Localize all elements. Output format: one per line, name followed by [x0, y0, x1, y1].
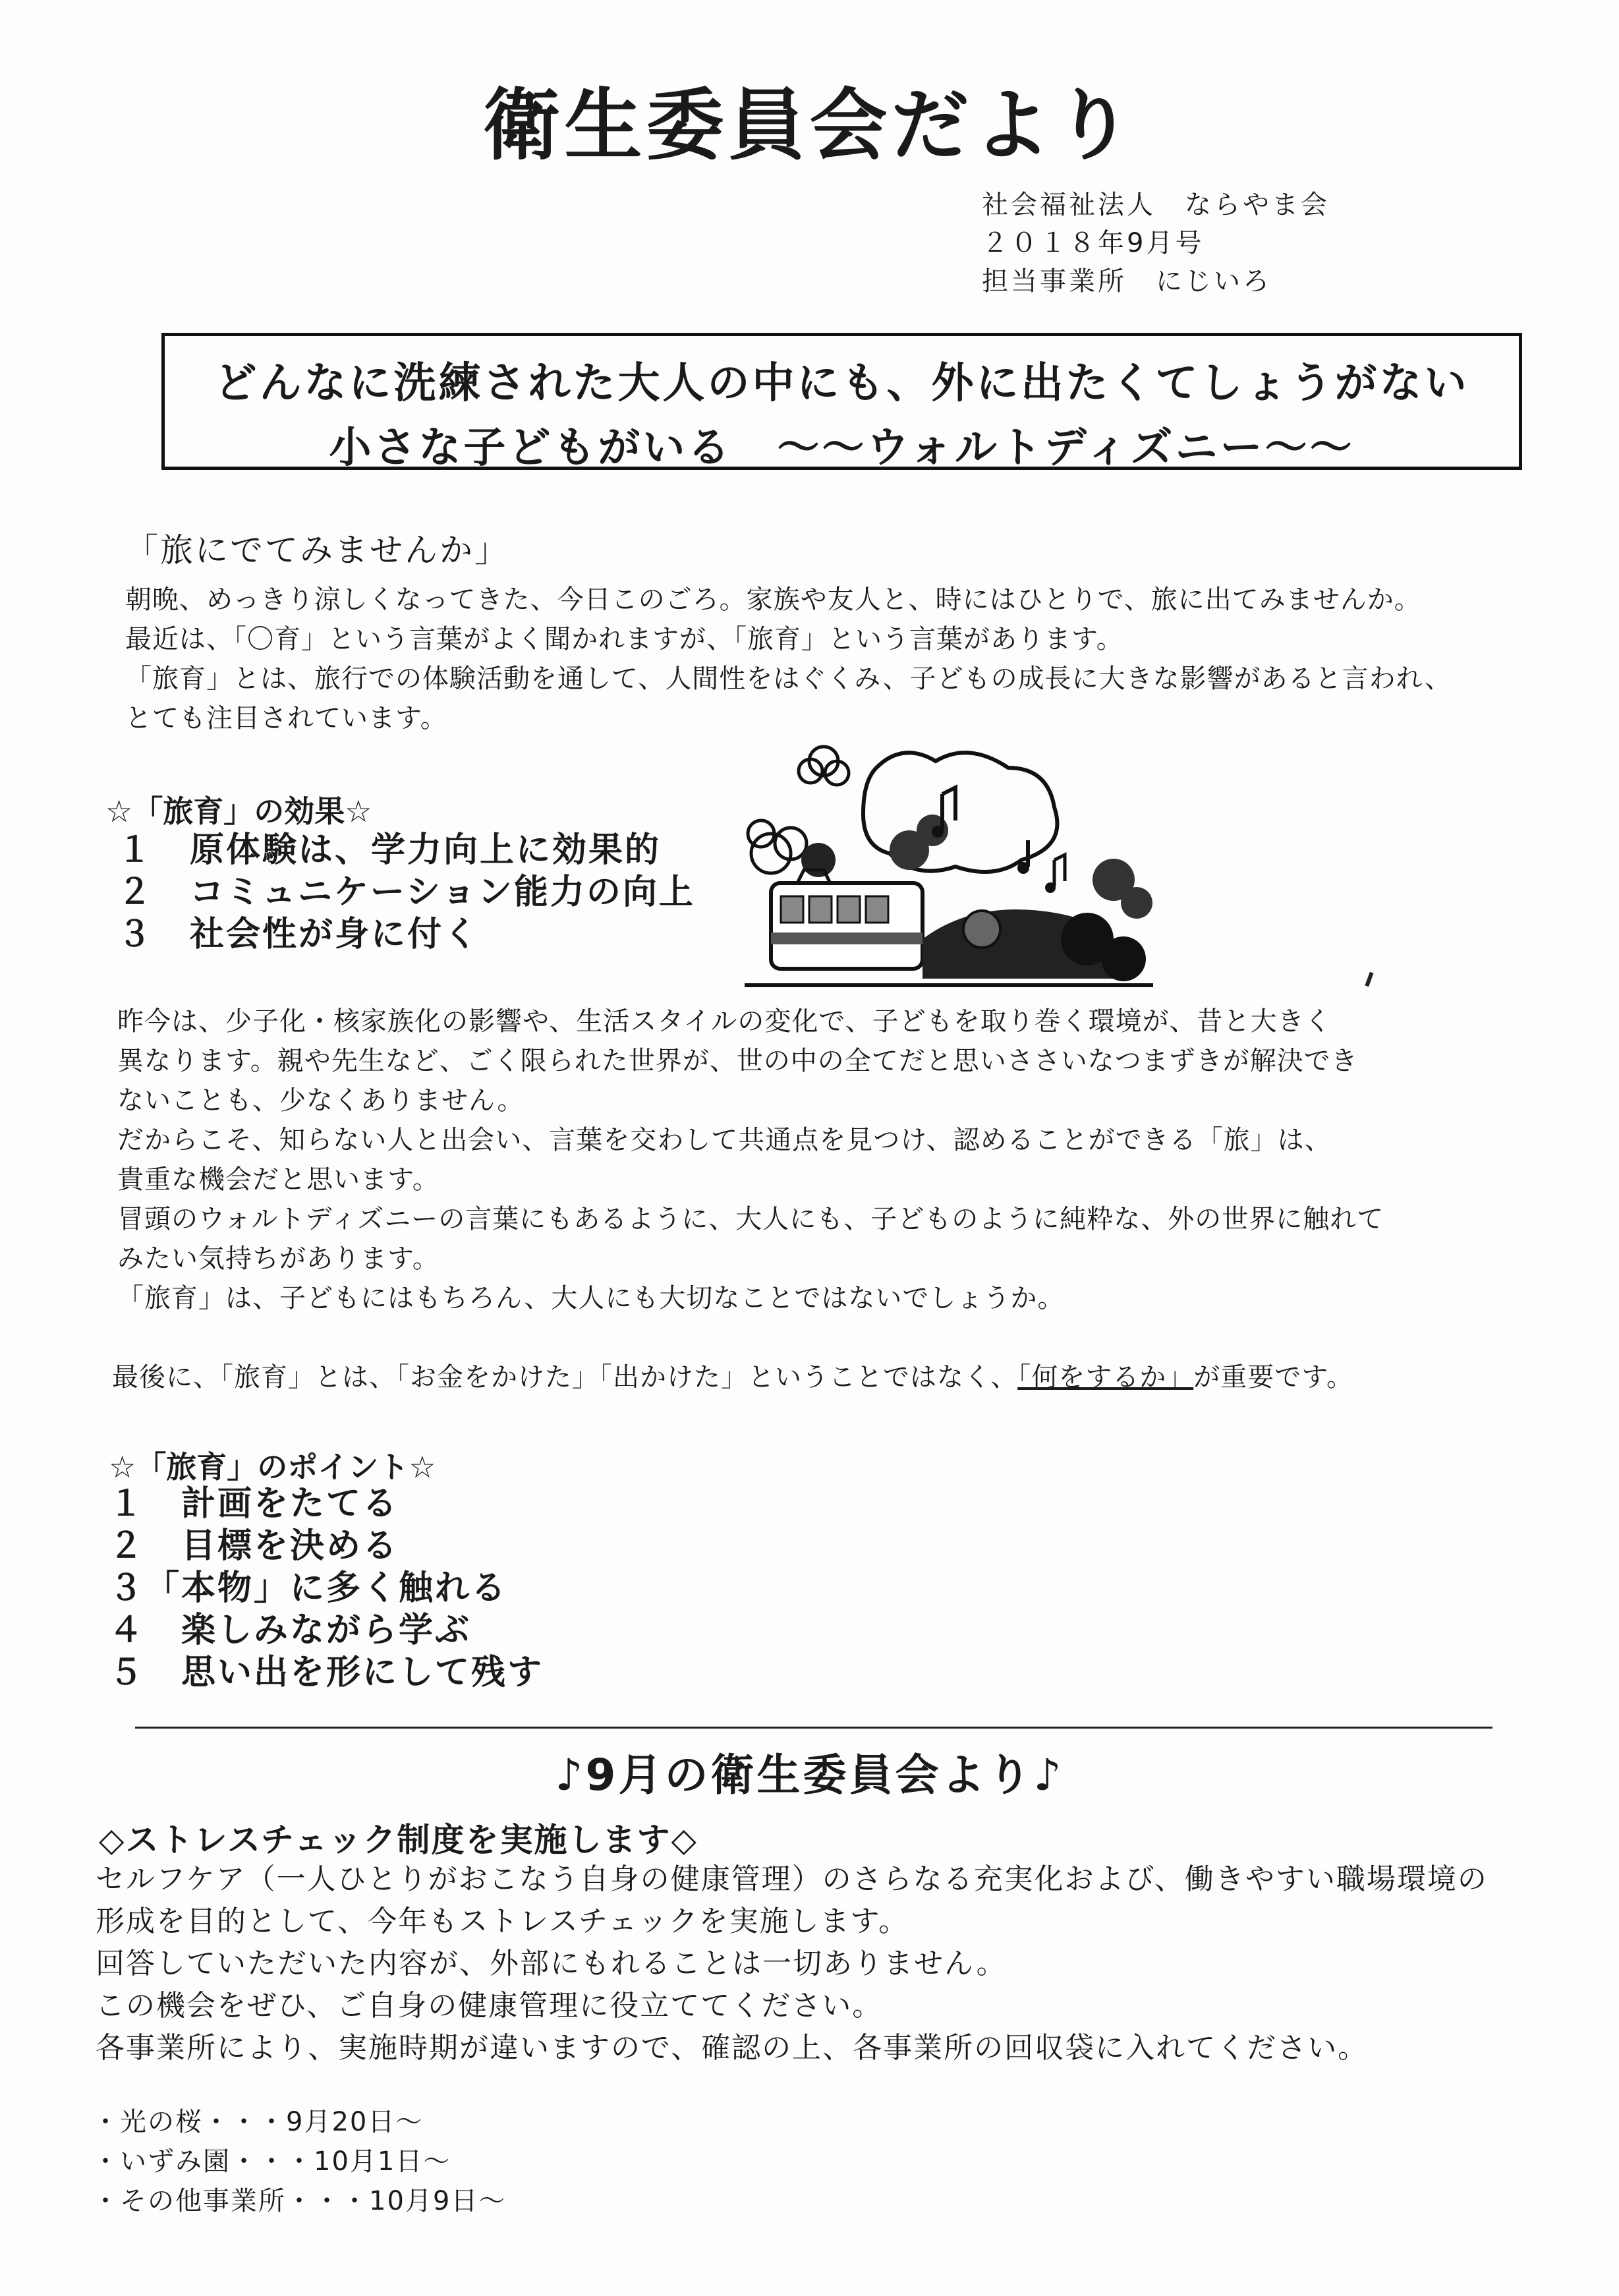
body-line: 「旅育」は、子どもにはもちろん、大人にも大切なことではないでしょうか。 — [117, 1283, 1065, 1313]
body-line: ないことも、少なくありません。 — [117, 1085, 525, 1116]
body-line: みたい気持ちがあります。 — [117, 1244, 440, 1274]
section-title: 「旅にでてみませんか」 — [125, 531, 509, 569]
stress-line: 各事業所により、実施時期が違いますので、確認の上、各事業所の回収袋に入れてください。 — [96, 2031, 1369, 2065]
body-line: 異なります。親や先生など、ごく限られた世界が、世の中の全てだと思いささいなつまずきが解決でき — [117, 1046, 1358, 1076]
list-item: ４ 楽しみながら学ぶ — [109, 1611, 472, 1650]
body-line: だからこそ、知らない人と出会い、言葉を交わして共通点を見つけ、認めることができる「旅」は、 — [117, 1125, 1332, 1155]
body-paragraph — [117, 1002, 1384, 1318]
committee-heading: ♪9月の衛生委員会より♪ — [555, 1750, 1064, 1800]
stress-check-heading: ◇ストレスチェック制度を実施します◇ — [99, 1821, 698, 1859]
points-list — [109, 1483, 544, 1694]
points-heading: ☆「旅育」のポイント☆ — [109, 1449, 436, 1485]
effects-list — [117, 829, 695, 956]
quote-line-1: どんなに洗練された大人の中にも、外に出たくてしょうがない — [214, 359, 1469, 408]
conclusion-line — [112, 1358, 1353, 1397]
office-name: 担当事業所 にじいろ — [982, 266, 1272, 297]
section-divider — [135, 1727, 1492, 1729]
train-illustration — [745, 741, 1153, 1005]
intro-line: 「旅育」とは、旅行での体験活動を通して、人間性をはぐくみ、子どもの成長に大きな影響があると言われ、 — [125, 664, 1452, 694]
stress-line: 形成を目的として、今年もストレスチェックを実施します。 — [96, 1905, 909, 1938]
list-item: ５ 思い出を形にして残す — [109, 1653, 544, 1692]
issue-info — [982, 186, 1330, 301]
effects-heading: ☆「旅育」の効果☆ — [105, 793, 372, 829]
list-item: ２ 目標を決める — [109, 1526, 399, 1566]
schedule-item: ・いずみ園・・・10月1日～ — [92, 2146, 451, 2177]
body-line: 昨今は、少子化・核家族化の影響や、生活スタイルの変化で、子どもを取り巻く環境が、昔と大きく — [117, 1006, 1332, 1037]
stress-line: 回答していただいた内容が、外部にもれることは一切ありません。 — [96, 1947, 1007, 1980]
list-item: １ 原体験は、学力向上に効果的 — [117, 830, 662, 870]
body-line: 冒頭のウォルトディズニーの言葉にもあるように、大人にも、子どものように純粋な、外の世界に触れて — [117, 1204, 1384, 1234]
intro-line: 朝晩、めっきり涼しくなってきた、今日このごろ。家族や友人と、時にはひとりで、旅に出てみませんか。 — [125, 585, 1421, 615]
list-item: ２ コミュニケーション能力の向上 — [117, 873, 695, 912]
quote-box — [161, 333, 1522, 473]
conclusion-text-end: が重要です。 — [1193, 1362, 1354, 1392]
conclusion-emphasis: 「何をするか」 — [1017, 1362, 1194, 1392]
body-line: 貴重な機会だと思います。 — [117, 1164, 440, 1195]
issue-date: ２０１８年9月号 — [982, 228, 1205, 258]
list-item: ３ 社会性が身に付く — [117, 915, 480, 954]
schedule-list — [92, 2102, 506, 2221]
list-item: １ 計画をたてる — [109, 1484, 399, 1524]
conclusion-text: 最後に、「旅育」とは、「お金をかけた」「出かけた」ということではなく、 — [112, 1362, 1018, 1392]
stress-check-body — [96, 1858, 1488, 2069]
stress-line: セルフケア（一人ひとりがおこなう自身の健康管理）のさらなる充実化および、働きやすい職場環境の — [96, 1862, 1488, 1896]
intro-line: とても注目されています。 — [125, 703, 447, 733]
stress-line: この機会をぜひ、ご自身の健康管理に役立ててください。 — [96, 1989, 883, 2023]
schedule-item: ・その他事業所・・・10月9日～ — [92, 2186, 507, 2216]
intro-line: 最近は、「〇育」という言葉がよく聞かれますが、「旅育」という言葉があります。 — [125, 624, 1123, 654]
stray-mark — [1365, 972, 1373, 987]
organization-name: 社会福祉法人 ならやま会 — [982, 190, 1330, 220]
page-title: 衛生委員会だより — [482, 80, 1137, 171]
schedule-item: ・光の桜・・・9月20日～ — [92, 2107, 424, 2137]
intro-paragraph — [125, 580, 1452, 738]
list-item: ３「本物」に多く触れる — [109, 1568, 508, 1608]
quote-line-2: 小さな子どもがいる ～～ウォルトディズニー～～ — [329, 424, 1355, 473]
